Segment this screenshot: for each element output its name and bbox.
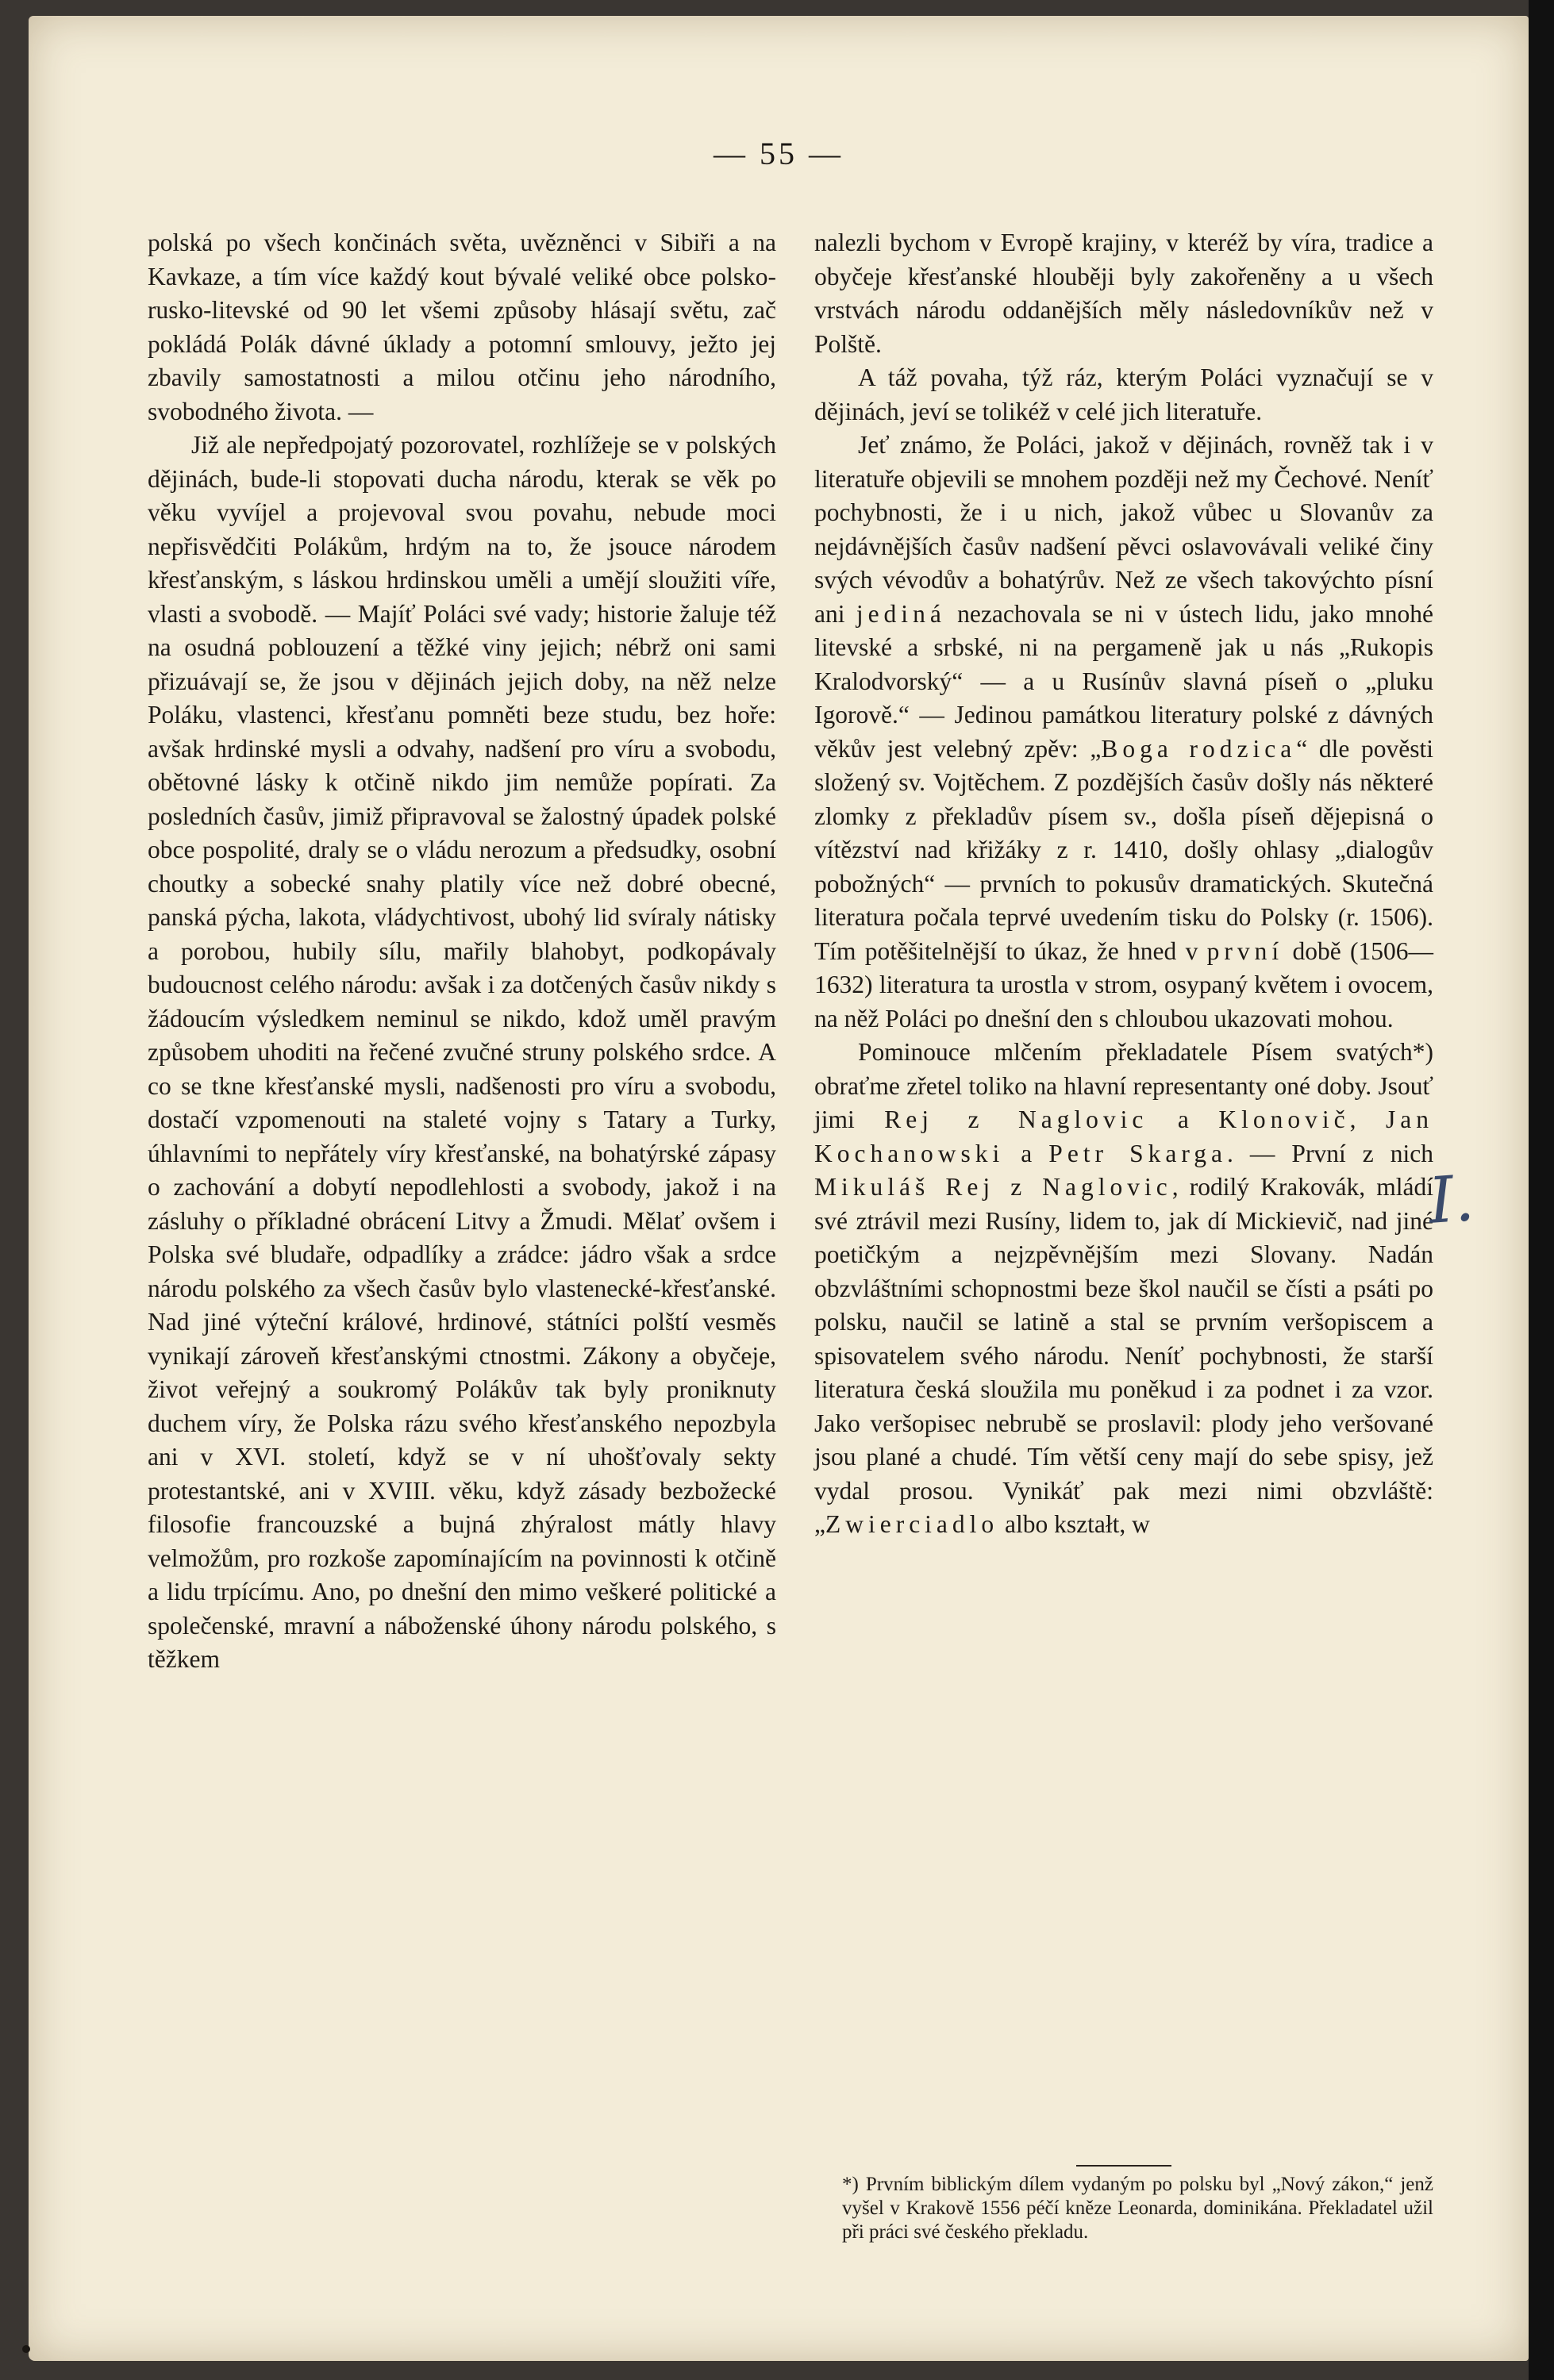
spaced-emphasis: jediná (856, 599, 946, 628)
text-run: Jeť známo, že Poláci, jakož v dějinách, rovněž tak i v literatuře objevili se mnohem později než my Čechové. Neníť pochybnosti, že i u nich, jakož vůbec u Slovanův za nejdávnějších časův nadšení pěvci oslavovávali veliké činy svých vévodův a bohatýrův. Než ze všech takovýchto písní ani (814, 431, 1433, 628)
text-run: a (1148, 1105, 1219, 1133)
spaced-emphasis: Zwierciadlo (825, 1510, 999, 1538)
paragraph (814, 1036, 1433, 1542)
text-run: . — První z nich (1226, 1139, 1433, 1167)
book-page (29, 16, 1529, 2361)
text-run: , rodilý Krakovák, mládí své ztrávil mezi Rusíny, lidem to, jak dí Mickievič, nad jiné poetičkým a nejzpěvnějším mezi Slovany. Nadán obzvláštními schopnostmi beze škol naučil se čísti a psáti po polsku, naučil se latině a stal se prvním veršopiscem a spisovatelem svého národu. Neníť pochybnosti, že starší literatura česká sloužila mu poněkud i za podnet i za vzor. Jako veršopisec nebrubě se proslavil: plody jeho veršované jsou plané a chudé. Tím větší ceny mají do sebe spisy, jež vydal prosou. Vynikáť pak mezi nimi obzvláště: „ (814, 1173, 1433, 1538)
right-column (814, 226, 1433, 1542)
spaced-emphasis: první (1206, 936, 1284, 965)
spaced-emphasis: Rej z Naglovic (884, 1105, 1148, 1133)
book-spine-edge (1529, 0, 1554, 2380)
paragraph (814, 429, 1433, 1036)
spaced-emphasis: Klonovič (1218, 1105, 1350, 1133)
page-number: — 55 — (714, 136, 844, 171)
text-run: A táž povaha, týž ráz, kterým Poláci vyznačují se v dějinách, jeví se tolikéž v celé jich literatuře. (814, 363, 1433, 425)
text-run: Pominouce mlčením překladatele Písem svatých*) obraťme zřetel toliko na hlavní representanty oné doby. Jsouť jimi (814, 1038, 1433, 1133)
text-run: albo kształt, w (998, 1510, 1150, 1538)
text-run: nalezli bychom v Evropě krajiny, v kteréž by víra, tradice a obyčeje křesťanské hlouběji byly zakořeněny a u všech vrstvách národu oddanějších měly následovníkův než v Polště. (814, 229, 1433, 358)
spaced-emphasis: Boga rodzica (1101, 734, 1297, 763)
text-run: a (1004, 1139, 1049, 1167)
spaced-emphasis: Jan Kochanowski (814, 1105, 1433, 1167)
paragraph (814, 361, 1433, 429)
spaced-emphasis: Mikuláš Rej z Naglovic (814, 1173, 1172, 1201)
text-run: době (1506—1632) literatura ta urostla v strom, osypaný květem i ovocem, na něž Poláci po dnešní den s chloubou ukazovati mohou. (814, 936, 1433, 1032)
paragraph (814, 226, 1433, 361)
footnote-text: *) Prvním biblickým dílem vydaným po polsku byl „Nový zákon,“ jenž vyšel v Krakově 1556 péčí kněze Leonarda, dominikána. Překladatel užil při práci své českého překladu. (842, 2174, 1433, 2243)
left-column (148, 226, 776, 1677)
text-run: nezachovala se ni v ústech lidu, jako mnohé litevské a srbské, ni na pergameně jak u nás „Rukopis Kralodvorský“ — a u Rusínův slavná píseň o „pluku Igorově.“ — Jedinou památkou literatury polské z dávných věkův jest velebný zpěv: „ (814, 599, 1433, 763)
footnote (842, 2173, 1433, 2244)
spaced-emphasis: Petr Skarga (1048, 1139, 1227, 1167)
text-run: “ dle pověsti složený sv. Vojtěchem. Z pozdějších časův došly nás některé zlomky z překladův písem sv., došla píseň dějepisná o vítězství nad křižáky z r. 1410, došly ohlasy „dialogův pobožných“ — prvních to pokusův dramatických. Skutečná literatura počala teprvé uvedením tisku do Polsky (r. 1506). Tím potěšitelnější to úkaz, že hned v (814, 734, 1433, 965)
corner-mark (22, 2345, 30, 2353)
paragraph: Již ale nepředpojatý pozorovatel, rozhlížeje se v polských dějinách, bude-li stopovati ducha národu, kterak se věk po věku vyvíjel a projevoval svou povahu, nebude moci nepřisvědčiti Polákům, hrdým na to, že jsouce národem křesťanským, s láskou hrdinskou uměli a umějí sloužiti víře, vlasti a svobodě. — Majíť Poláci své vady; historie žaluje též na osudná poblouzení a těžké viny jejich; nébrž oni sami přizuávají se, že jsou v dějinách jejich doby, na něž nelze Poláku, vlastenci, křesťanu pomněti beze studu, bez hoře: avšak hrdinské mysli a odvahy, nadšení pro víru a svobodu, obětovné lásky k otčině nikdo jim nemůže popírati. Za posledních časův, jimiž připravoval se žalostný úpadek polské obce pospolité, draly se o vládu nerozum a předsudky, osobní choutky a sobecké snahy platily více než dobré obecné, panská pýcha, lakota, vládychtivost, ubohý lid svíraly nátisky a porobou, hubily sílu, mařily blahobyt, podkopávaly budoucnost celého národu: avšak i za dotčených časův nikdy s žádoucím výsledkem neminul se nikdo, kdož uměl pravým způsobem uhoditi na řečené zvučné struny polského srdce. A co se tkne křesťanské mysli, nadšenosti pro víru a svobodu, dostačí vzpomenouti na staleté vojny s Tatary a Turky, úhlavními to nepřátely víry křesťanské, na bohatýrské zápasy o zachování a dobytí nepodlehlosti a svobody, jakož i na zásluhy o příkladné obrácení Litvy a Žmudi. Mělať ovšem i Polska své bludaře, odpadlíky a zrádce: jádro však a srdce národu polského za všech časův bylo vlastenecké-křesťanské. Nad jiné výteční králové, hrdinové, státníci polští vesměs vynikají zároveň křesťanskými ctnostmi. Zákony a obyčeje, život veřejný a soukromý Polákův tak byly proniknuty duchem víry, že Polska rázu svého křesťanského nepozbyla ani v XVI. století, když se v ní uhošťovaly sekty protestantské, ani v XVIII. věku, když zásady bezbožecké filosofie francouzské a bujná zhýralost mátly hlavy velmožům, pro rozkoše zapomínajícím na povinnosti k otčině a lidu trpícímu. Ano, po dnešní den mimo veškeré politické a společenské, mravní a náboženské úhony národu polského, s těžkem (148, 431, 776, 1673)
paragraph: polská po všech končinách světa, uvězněnci v Sibiři a na Kavkaze, a tím více každý kout bývalé veliké obce polsko-rusko-litevské od 90 let všemi způsoby hlásají světu, zač pokládá Polák dávné úklady a potomní smlouvy, ježto jej zbavily samostatnosti a milou otčinu jeho národního, svobodného života. — (148, 229, 776, 425)
footnote-divider (1076, 2165, 1171, 2167)
handwritten-margin-note: I. (1425, 1161, 1477, 1238)
text-run: , (1349, 1105, 1386, 1133)
